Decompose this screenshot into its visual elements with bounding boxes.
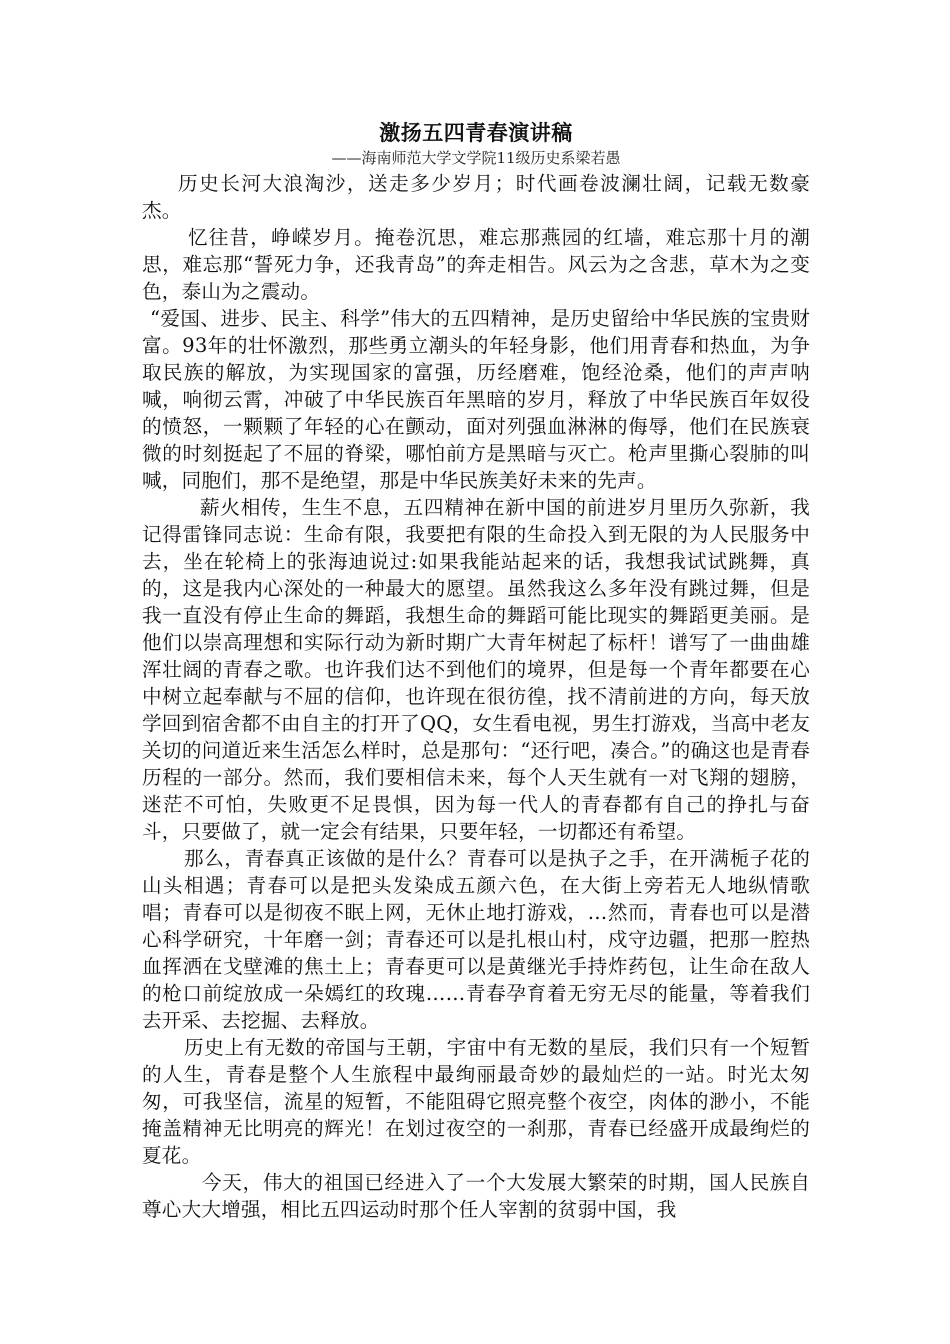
paragraph-2: 忆往昔，峥嵘岁月。掩卷沉思，难忘那燕园的红墙，难忘那十月的潮思，难忘那“誓死力争，还我青岛”的奔走相告。风云为之含悲，草木为之变色，泰山为之震动。 bbox=[142, 226, 810, 303]
paragraph-3: “爱国、进步、民主、科学”伟大的五四精神，是历史留给中华民族的宝贵财富。93年的壮怀激烈，那些勇立潮头的年轻身影，他们用青春和热血，为争取民族的解放，为实现国家的富强，历经磨难，饱经沧桑，他们的声声呐喊，响彻云霄，冲破了中华民族百年黑暗的岁月，释放了中华民族百年奴役的愤怒，一颗颗了年轻的心在颤动，面对列强血淋淋的侮辱，他们在民族衰微的时刻挺起了不屈的脊梁，哪怕前方是黑暗与灭亡。枪声里撕心裂肺的叫喊，同胞们，那不是绝望，那是中华民族美好未来的先声。 bbox=[142, 307, 810, 492]
document-body bbox=[142, 118, 810, 1223]
document-subtitle: ——海南师范大学文学院11级历史系梁若愚 bbox=[331, 149, 621, 167]
document-title: 激扬五四青春演讲稿 bbox=[379, 120, 573, 145]
paragraph-5: 那么，青春真正该做的是什么？青春可以是执子之手，在开满栀子花的山头相遇；青春可以是把头发染成五颜六色，在大街上旁若无人地纵情歌唱；青春可以是彻夜不眠上网，无休止地打游戏，…然而，青春也可以是潜心科学研究，十年磨一剑；青春还可以是扎根山村，戍守边疆，把那一腔热血挥洒在戈壁滩的焦土上；青春更可以是黄继光手持炸药包，让生命在敌人的枪口前绽放成一朵嫣红的玫瑰……青春孕育着无穷无尽的能量，等着我们去开采、去挖掘、去释放。 bbox=[142, 847, 810, 1032]
paragraph-7: 今天，伟大的祖国已经进入了一个大发展大繁荣的时期，国人民族自尊心大大增强，相比五四运动时那个任人宰割的贫弱中国，我 bbox=[142, 1171, 810, 1221]
paragraph-1: 历史长河大浪淘沙，送走多少岁月；时代画卷波澜壮阔，记载无数豪杰。 bbox=[142, 172, 810, 222]
paragraph-4: 薪火相传，生生不息，五四精神在新中国的前进岁月里历久弥新，我记得雷锋同志说：生命有限，我要把有限的生命投入到无限的为人民服务中去，坐在轮椅上的张海迪说过:如果我能站起来的话，我想我试试跳舞，真的，这是我内心深处的一种最大的愿望。虽然我这么多年没有跳过舞，但是我一直没有停止生命的舞蹈，我想生命的舞蹈可能比现实的舞蹈更美丽。是他们以崇高理想和实际行动为新时期广大青年树起了标杆！谱写了一曲曲雄浑壮阔的青春之歌。也许我们达不到他们的境界，但是每一个青年都要在心中树立起奉献与不屈的信仰，也许现在很彷徨，找不清前进的方向，每天放学回到宿舍都不由自主的打开了QQ，女生看电视，男生打游戏，当高中老友关切的问道近来生活怎么样时，总是那句：“还行吧，凑合。”的确这也是青春历程的一部分。然而，我们要相信未来，每个人天生就有一对飞翔的翅膀，迷茫不可怕，失败更不足畏惧，因为每一代人的青春都有自己的挣扎与奋斗，只要做了，就一定会有结果，只要年轻，一切都还有希望。 bbox=[142, 496, 810, 843]
paragraph-6: 历史上有无数的帝国与王朝，宇宙中有无数的星辰，我们只有一个短暂的人生，青春是整个人生旅程中最绚丽最奇妙的最灿烂的一站。时光太匆匆，可我坚信，流星的短暂，不能阻碍它照亮整个夜空，肉体的渺小，不能掩盖精神无比明亮的辉光！在划过夜空的一刹那，青春已经盛开成最绚烂的夏花。 bbox=[142, 1036, 810, 1167]
